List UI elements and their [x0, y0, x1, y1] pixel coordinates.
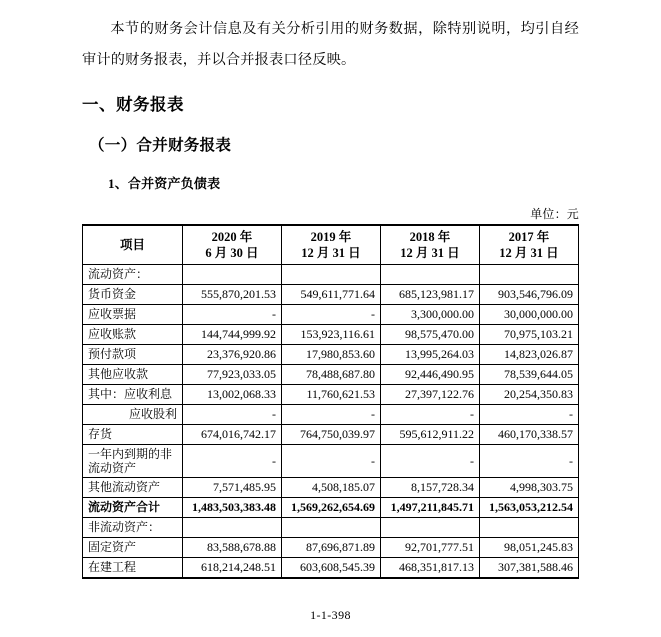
column-header-2 [282, 225, 381, 265]
row-value-cell: 78,488,687.80 [282, 365, 381, 385]
row-value-cell [381, 518, 480, 538]
row-value-cell: - [480, 445, 579, 478]
row-value-cell: 1,483,503,383.48 [183, 498, 282, 518]
table-row [83, 265, 579, 285]
row-item-label: 其他流动资产 [83, 478, 183, 498]
table-body [83, 265, 579, 579]
table-header [83, 225, 579, 265]
column-header-line1: 2019 年 [310, 230, 352, 244]
row-value-cell: 764,750,039.97 [282, 425, 381, 445]
row-value-cell: 92,701,777.51 [381, 538, 480, 558]
balance-sheet-table [82, 224, 579, 579]
row-value-cell [480, 265, 579, 285]
row-value-cell: - [282, 405, 381, 425]
row-value-cell: - [183, 405, 282, 425]
row-item-label: 货币资金 [83, 285, 183, 305]
table-header-row [83, 225, 579, 265]
row-value-cell: - [381, 405, 480, 425]
row-value-cell: 153,923,116.61 [282, 325, 381, 345]
row-item-label: 在建工程 [83, 558, 183, 579]
row-value-cell: 468,351,817.13 [381, 558, 480, 579]
page-footer: 1-1-398 [310, 608, 351, 622]
column-header-line2: 12 月 31 日 [400, 246, 460, 260]
intro-paragraph: 本节的财务会计信息及有关分析引用的财务数据，除特别说明，均引自经审计的财务报表，并以合并报表口径反映。 [82, 21, 579, 68]
row-item-label: 其中：应收利息 [83, 385, 183, 405]
row-value-cell: 13,995,264.03 [381, 345, 480, 365]
row-value-cell: - [282, 305, 381, 325]
table-row [83, 425, 579, 445]
row-value-cell: 685,123,981.17 [381, 285, 480, 305]
column-header-line1: 2020 年 [211, 230, 253, 244]
row-value-cell: 618,214,248.51 [183, 558, 282, 579]
row-value-cell: - [282, 445, 381, 478]
table-row [83, 538, 579, 558]
section-heading-level-1: 一、财务报表 [82, 95, 184, 114]
table-row [83, 305, 579, 325]
column-header-line2: 12 月 31 日 [301, 246, 361, 260]
row-value-cell: - [183, 305, 282, 325]
row-value-cell [183, 265, 282, 285]
row-value-cell [282, 518, 381, 538]
row-value-cell: 603,608,545.39 [282, 558, 381, 579]
row-value-cell: 77,923,033.05 [183, 365, 282, 385]
row-item-label: 流动资产： [83, 265, 183, 285]
row-value-cell: 555,870,201.53 [183, 285, 282, 305]
row-item-label: 预付款项 [83, 345, 183, 365]
row-value-cell: - [480, 405, 579, 425]
row-value-cell [282, 265, 381, 285]
row-value-cell: 13,002,068.33 [183, 385, 282, 405]
table-row [83, 558, 579, 579]
row-value-cell: 4,508,185.07 [282, 478, 381, 498]
column-header-line2: 6 月 30 日 [205, 246, 259, 260]
row-value-cell: 17,980,853.60 [282, 345, 381, 365]
row-item-label: 应收票据 [83, 305, 183, 325]
row-value-cell [381, 265, 480, 285]
row-value-cell: 460,170,338.57 [480, 425, 579, 445]
table-row [83, 365, 579, 385]
column-header-line1: 项目 [119, 238, 145, 252]
row-value-cell: 20,254,350.83 [480, 385, 579, 405]
row-item-label: 一年内到期的非流动资产 [83, 445, 183, 478]
row-value-cell: 11,760,621.53 [282, 385, 381, 405]
table-row [83, 325, 579, 345]
row-value-cell: 674,016,742.17 [183, 425, 282, 445]
row-value-cell: 903,546,796.09 [480, 285, 579, 305]
column-header-line1: 2018 年 [409, 230, 451, 244]
section-heading-level-2: （一）合并财务报表 [89, 137, 232, 154]
row-item-label: 应收股利 [83, 405, 183, 425]
table-row [83, 345, 579, 365]
table-row [83, 285, 579, 305]
row-value-cell: 23,376,920.86 [183, 345, 282, 365]
row-value-cell: 1,497,211,845.71 [381, 498, 480, 518]
row-value-cell: 27,397,122.76 [381, 385, 480, 405]
row-value-cell: 549,611,771.64 [282, 285, 381, 305]
row-value-cell: 7,571,485.95 [183, 478, 282, 498]
row-value-cell: 98,575,470.00 [381, 325, 480, 345]
table-row [83, 445, 579, 478]
row-item-label: 固定资产 [83, 538, 183, 558]
column-header-3 [381, 225, 480, 265]
row-value-cell: 30,000,000.00 [480, 305, 579, 325]
column-header-0 [83, 225, 183, 265]
row-value-cell: 144,744,999.92 [183, 325, 282, 345]
table-row [83, 518, 579, 538]
table-row [83, 498, 579, 518]
row-item-label: 应收账款 [83, 325, 183, 345]
row-value-cell: - [183, 445, 282, 478]
row-value-cell [480, 518, 579, 538]
section-heading-level-3: 1、合并资产负债表 [108, 176, 221, 191]
row-value-cell: 307,381,588.46 [480, 558, 579, 579]
column-header-line1: 2017 年 [508, 230, 550, 244]
row-value-cell: 83,588,678.88 [183, 538, 282, 558]
row-item-label: 存货 [83, 425, 183, 445]
row-value-cell: 4,998,303.75 [480, 478, 579, 498]
row-item-label: 其他应收款 [83, 365, 183, 385]
row-value-cell [183, 518, 282, 538]
row-value-cell: 98,051,245.83 [480, 538, 579, 558]
column-header-4 [480, 225, 579, 265]
unit-note: 单位：元 [530, 207, 579, 221]
column-header-1 [183, 225, 282, 265]
row-value-cell: 595,612,911.22 [381, 425, 480, 445]
table-row [83, 405, 579, 425]
table-row [83, 478, 579, 498]
row-value-cell: 8,157,728.34 [381, 478, 480, 498]
row-item-label: 非流动资产： [83, 518, 183, 538]
row-value-cell: 1,569,262,654.69 [282, 498, 381, 518]
row-value-cell: 87,696,871.89 [282, 538, 381, 558]
row-value-cell: 14,823,026.87 [480, 345, 579, 365]
row-value-cell: 3,300,000.00 [381, 305, 480, 325]
column-header-line2: 12 月 31 日 [499, 246, 559, 260]
row-value-cell: 70,975,103.21 [480, 325, 579, 345]
row-item-label: 流动资产合计 [83, 498, 183, 518]
table-row [83, 385, 579, 405]
row-value-cell: - [381, 445, 480, 478]
row-value-cell: 92,446,490.95 [381, 365, 480, 385]
row-value-cell: 78,539,644.05 [480, 365, 579, 385]
row-value-cell: 1,563,053,212.54 [480, 498, 579, 518]
